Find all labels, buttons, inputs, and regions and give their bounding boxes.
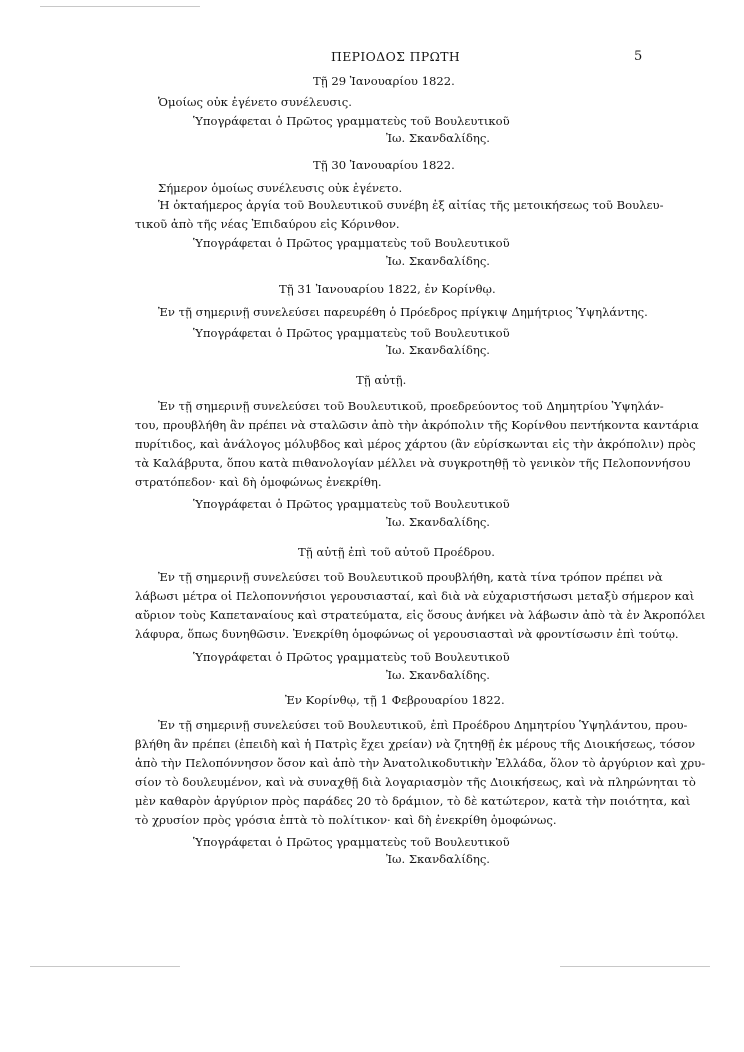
entry-paragraph-line: τὰ Καλάβρυτα, ὅπου κατὰ πιθανολογίαν μέλλει νὰ συγκροτηθῇ τὸ γενικὸν τῆς Πελοποννήσου [135,456,691,470]
entry-heading: Τῇ 29 Ἰανουαρίου 1822. [313,74,455,88]
entry-heading: Ἐν Κορίνθῳ, τῇ 1 Φεβρουαρίου 1822. [285,693,505,707]
entry-paragraph-line: τὸ χρυσίον πρὸς γρόσια ἑπτὰ τὸ πολίτικον· καὶ δὴ ἐνεκρίθη ὁμοφώνως. [135,813,557,827]
entry-paragraph-line: Ἐν τῇ σημερινῇ συνελεύσει παρευρέθη ὁ Πρόεδρος πρίγκιψ Δημήτριος Ὑψηλάντης. [158,305,648,319]
signature-name: Ἰω. Σκανδαλίδης. [386,131,490,145]
signature-name: Ἰω. Σκανδαλίδης. [386,852,490,866]
signature-line: Ὑπογράφεται ὁ Πρῶτος γραμματεὺς τοῦ Βουλευτικοῦ [193,497,510,511]
entry-paragraph-line: Ἐν τῇ σημερινῇ συνελεύσει τοῦ Βουλευτικοῦ προυβλήθη, κατὰ τίνα τρόπον πρέπει νὰ [158,570,663,584]
entry-paragraph-line: Ὁμοίως οὐκ ἐγένετο συνέλευσις. [158,95,352,109]
entry-paragraph-line: λάφυρα, ὅπως δυνηθῶσιν. Ἐνεκρίθη ὁμοφώνως οἱ γερουσιασταὶ νὰ φροντίσωσιν ἐπὶ τούτῳ. [135,627,679,641]
signature-name: Ἰω. Σκανδαλίδης. [386,254,490,268]
entry-heading: Τῇ 31 Ἰανουαρίου 1822, ἐν Κορίνθῳ. [279,282,496,296]
entry-paragraph-line: Ἡ ὀκταήμερος ἀργία τοῦ Βουλευτικοῦ συνέβη ἐξ αἰτίας τῆς μετοικήσεως τοῦ Βουλευ- [158,198,664,212]
entry-heading: Τῇ 30 Ἰανουαρίου 1822. [313,158,455,172]
entry-paragraph-line: Σήμερον ὁμοίως συνέλευσις οὐκ ἐγένετο. [158,181,403,195]
bottom-scan-rule-right [560,966,710,967]
entry-paragraph-line: ἀπὸ τὴν Πελοπόννησον ὅσον καὶ ἀπὸ τὴν Ἀνατολικοδυτικὴν Ἑλλάδα, ὅλον τὸ ἀργύριον καὶ χρυ- [135,756,706,770]
signature-line: Ὑπογράφεται ὁ Πρῶτος γραμματεὺς τοῦ Βουλευτικοῦ [193,326,510,340]
signature-name: Ἰω. Σκανδαλίδης. [386,343,490,357]
entry-paragraph-line: αὔριον τοὺς Καπεταναίους καὶ στρατεύματα, εἰς ὅσους ἀνήκει νὰ λάβωσιν ἀπὸ τὰ ἐν Ἀκροπόλει [135,608,706,622]
signature-line: Ὑπογράφεται ὁ Πρῶτος γραμματεὺς τοῦ Βουλευτικοῦ [193,835,510,849]
page-number: 5 [634,49,643,64]
signature-line: Ὑπογράφεται ὁ Πρῶτος γραμματεὺς τοῦ Βουλευτικοῦ [193,650,510,664]
entry-paragraph-line: τικοῦ ἀπὸ τῆς νέας Ἐπιδαύρου εἰς Κόρινθον. [135,217,400,231]
top-scan-rule [40,6,200,7]
entry-heading: Τῇ αὐτῇ ἐπὶ τοῦ αὐτοῦ Προέδρου. [298,545,495,559]
entry-paragraph-line: στρατόπεδον· καὶ δὴ ὁμοφώνως ἐνεκρίθη. [135,475,382,489]
entry-paragraph-line: Ἐν τῇ σημερινῇ συνελεύσει τοῦ Βουλευτικοῦ, ἐπὶ Προέδρου Δημητρίου Ὑψηλάντου, πρου- [158,718,688,732]
signature-name: Ἰω. Σκανδαλίδης. [386,515,490,529]
running-header: ΠΕΡΙΟΔΟΣ ΠΡΩΤΗ [331,49,461,64]
entry-heading: Τῇ αὐτῇ. [356,373,407,387]
signature-line: Ὑπογράφεται ὁ Πρῶτος γραμματεὺς τοῦ Βουλευτικοῦ [193,236,510,250]
entry-paragraph-line: πυρίτιδος, καὶ ἀνάλογος μόλυβδος καὶ μέρος χάρτου (ἂν εὑρίσκωνται εἰς τὴν ἀκρόπολιν) πρὸς [135,437,696,451]
signature-line: Ὑπογράφεται ὁ Πρῶτος γραμματεὺς τοῦ Βουλευτικοῦ [193,114,510,128]
entry-paragraph-line: σίον τὸ δουλευμένον, καὶ νὰ συναχθῇ διὰ λογαριασμὸν τῆς Διοικήσεως, καὶ νὰ πληρώνηται τὸ [135,775,696,789]
entry-paragraph-line: του, προυβλήθη ἂν πρέπει νὰ σταλῶσιν ἀπὸ τὴν ἀκρόπολιν τῆς Κορίνθου πεντήκοντα καντάρια [135,418,699,432]
bottom-scan-rule-left [30,966,180,967]
signature-name: Ἰω. Σκανδαλίδης. [386,668,490,682]
entry-paragraph-line: λάβωσι μέτρα οἱ Πελοποννήσιοι γερουσιασταί, καὶ διὰ νὰ εὐχαριστήσωσι μεταξὺ σήμερον καὶ [135,589,695,603]
entry-paragraph-line: Ἐν τῇ σημερινῇ συνελεύσει τοῦ Βουλευτικοῦ, προεδρεύοντος τοῦ Δημητρίου Ὑψηλάν- [158,399,664,413]
entry-paragraph-line: βλήθη ἂν πρέπει (ἐπειδὴ καὶ ἡ Πατρὶς ἔχει χρείαν) νὰ ζητηθῇ ἐκ μέρους τῆς Διοικήσεως, τόσον [135,737,696,751]
entry-paragraph-line: μὲν καθαρὸν ἀργύριον πρὸς παράδες 20 τὸ δράμιον, τὸ δὲ κατώτερον, κατὰ τὴν ποιότητα, καὶ [135,794,691,808]
